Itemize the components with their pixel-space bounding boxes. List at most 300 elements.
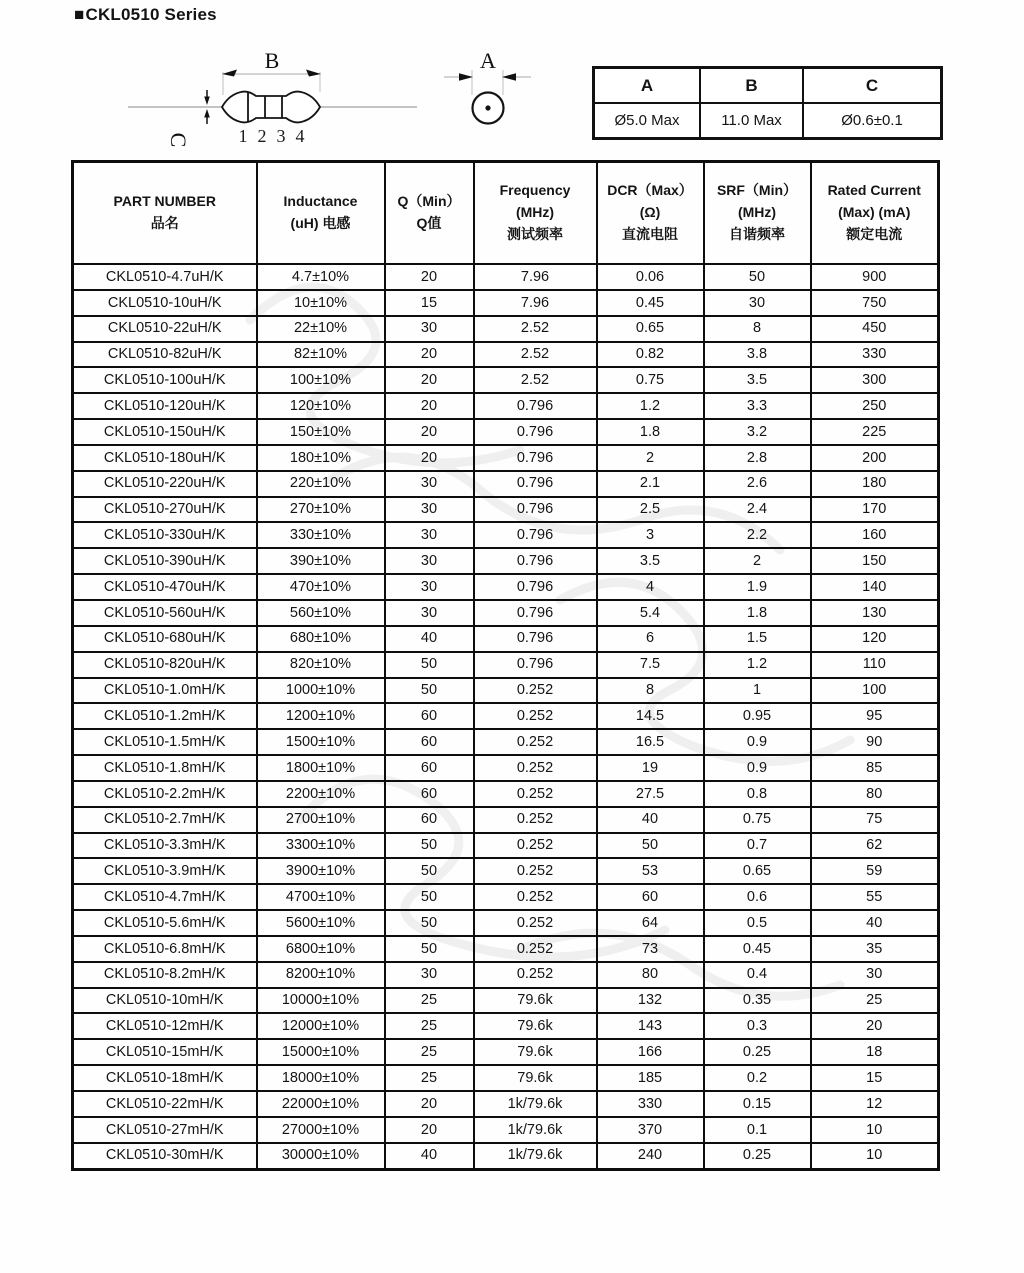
table-cell: 0.2 (704, 1065, 811, 1091)
table-cell: CKL0510-1.5mH/K (73, 729, 257, 755)
table-cell: 0.82 (597, 342, 704, 368)
table-cell: 7.96 (474, 264, 597, 290)
table-cell: 240 (597, 1143, 704, 1169)
table-cell: 0.796 (474, 574, 597, 600)
spec-column-header-line: 自谐频率 (729, 225, 785, 242)
table-row (73, 316, 939, 342)
table-cell: 0.252 (474, 729, 597, 755)
dim-header-b: B (700, 68, 803, 104)
table-cell: 200 (811, 445, 939, 471)
table-row (73, 652, 939, 678)
table-cell: CKL0510-560uH/K (73, 600, 257, 626)
table-cell: 60 (385, 755, 474, 781)
table-cell: 0.796 (474, 548, 597, 574)
table-cell: 0.75 (704, 807, 811, 833)
table-cell: 0.15 (704, 1091, 811, 1117)
table-cell: 0.7 (704, 833, 811, 859)
table-cell: 3300±10% (257, 833, 385, 859)
table-cell: 95 (811, 703, 939, 729)
table-row (73, 729, 939, 755)
table-cell: CKL0510-470uH/K (73, 574, 257, 600)
spec-column-header-line: (Max) (mA) (838, 204, 911, 221)
table-cell: 0.35 (704, 988, 811, 1014)
table-cell: 40 (385, 1143, 474, 1169)
table-cell: 140 (811, 574, 939, 600)
c-arrow-top (204, 97, 210, 106)
table-cell: 16.5 (597, 729, 704, 755)
spec-table (71, 160, 940, 1171)
table-cell: CKL0510-820uH/K (73, 652, 257, 678)
table-cell: 82±10% (257, 342, 385, 368)
table-cell: 30 (385, 548, 474, 574)
table-cell: 0.252 (474, 910, 597, 936)
dim-value-c: Ø0.6±0.1 (803, 103, 942, 139)
table-cell: 2.1 (597, 471, 704, 497)
table-cell: 18 (811, 1039, 939, 1065)
table-row (73, 471, 939, 497)
table-cell: 2.52 (474, 367, 597, 393)
table-cell: 4700±10% (257, 884, 385, 910)
table-cell: 3.3 (704, 393, 811, 419)
spec-column-header-line: Q值 (416, 215, 442, 231)
table-cell: 90 (811, 729, 939, 755)
table-row (73, 1013, 939, 1039)
table-cell: 8 (597, 678, 704, 704)
table-cell: 0.6 (704, 884, 811, 910)
table-cell: 1.2 (704, 652, 811, 678)
table-cell: 390±10% (257, 548, 385, 574)
table-cell: 20 (385, 342, 474, 368)
table-cell: 2.4 (704, 497, 811, 523)
table-cell: CKL0510-4.7uH/K (73, 264, 257, 290)
table-cell: 64 (597, 910, 704, 936)
table-cell: 15 (811, 1065, 939, 1091)
table-row (73, 678, 939, 704)
table-cell: 40 (597, 807, 704, 833)
table-cell: 20 (811, 1013, 939, 1039)
table-row (73, 497, 939, 523)
table-cell: 75 (811, 807, 939, 833)
table-cell: 3.5 (597, 548, 704, 574)
table-cell: 120 (811, 626, 939, 652)
spec-column-header-line: 品名 (150, 215, 179, 231)
table-cell: 270±10% (257, 497, 385, 523)
table-cell: 330 (597, 1091, 704, 1117)
table-cell: 4.7±10% (257, 264, 385, 290)
spec-column-header-line: DCR（Max） (607, 182, 693, 199)
table-cell: 15 (385, 290, 474, 316)
table-cell: 73 (597, 936, 704, 962)
table-cell: 79.6k (474, 988, 597, 1014)
table-cell: 3900±10% (257, 858, 385, 884)
table-cell: 0.252 (474, 678, 597, 704)
table-cell: 20 (385, 1091, 474, 1117)
table-cell: CKL0510-100uH/K (73, 367, 257, 393)
table-cell: CKL0510-5.6mH/K (73, 910, 257, 936)
table-cell: 900 (811, 264, 939, 290)
dim-value-b: 11.0 Max (700, 103, 803, 139)
table-cell: 30 (811, 962, 939, 988)
table-cell: 1200±10% (257, 703, 385, 729)
b-arrow-left (222, 70, 237, 77)
table-cell: CKL0510-8.2mH/K (73, 962, 257, 988)
table-cell: 1k/79.6k (474, 1091, 597, 1117)
table-cell: 220±10% (257, 471, 385, 497)
table-cell: 22±10% (257, 316, 385, 342)
table-cell: 370 (597, 1117, 704, 1143)
spec-column-header-line: 额定电流 (846, 225, 903, 242)
table-cell: 150 (811, 548, 939, 574)
table-cell: 1.5 (704, 626, 811, 652)
table-cell: 0.95 (704, 703, 811, 729)
table-row (73, 393, 939, 419)
table-cell: CKL0510-120uH/K (73, 393, 257, 419)
table-cell: 0.796 (474, 522, 597, 548)
table-cell: CKL0510-3.9mH/K (73, 858, 257, 884)
inductor-body (222, 92, 320, 123)
table-cell: 0.252 (474, 858, 597, 884)
table-row (73, 1117, 939, 1143)
table-cell: 0.45 (597, 290, 704, 316)
spec-column-header-line: (uH) 电感 (290, 215, 351, 231)
table-row (73, 600, 939, 626)
table-row (73, 858, 939, 884)
table-cell: CKL0510-3.3mH/K (73, 833, 257, 859)
table-cell: 50 (704, 264, 811, 290)
spec-column-header-line: 测试频率 (507, 225, 563, 242)
table-cell: 50 (385, 910, 474, 936)
table-cell: 680±10% (257, 626, 385, 652)
table-cell: 0.4 (704, 962, 811, 988)
table-cell: 0.252 (474, 936, 597, 962)
table-cell: 1k/79.6k (474, 1143, 597, 1169)
table-cell: 25 (385, 1039, 474, 1065)
table-cell: 0.45 (704, 936, 811, 962)
table-cell: 2.2 (704, 522, 811, 548)
table-cell: 300 (811, 367, 939, 393)
table-cell: 2.52 (474, 316, 597, 342)
table-cell: CKL0510-270uH/K (73, 497, 257, 523)
table-row (73, 1143, 939, 1169)
table-cell: 0.75 (597, 367, 704, 393)
table-cell: 0.252 (474, 781, 597, 807)
table-cell: 25 (385, 988, 474, 1014)
table-cell: 470±10% (257, 574, 385, 600)
table-cell: 10000±10% (257, 988, 385, 1014)
spec-column-header (474, 162, 597, 265)
end-view-center-dot (485, 105, 490, 110)
table-cell: 2 (597, 445, 704, 471)
a-arrow-left (459, 73, 473, 81)
table-row (73, 1065, 939, 1091)
table-cell: CKL0510-150uH/K (73, 419, 257, 445)
table-cell: 0.796 (474, 626, 597, 652)
table-row (73, 988, 939, 1014)
table-cell: CKL0510-1.2mH/K (73, 703, 257, 729)
table-cell: 0.796 (474, 497, 597, 523)
spec-column-header-line: Q（Min） (397, 193, 461, 210)
table-cell: 0.25 (704, 1039, 811, 1065)
table-cell: 132 (597, 988, 704, 1014)
table-cell: 20 (385, 1117, 474, 1143)
spec-column-header-line: 直流电阻 (622, 225, 678, 242)
table-cell: 60 (385, 703, 474, 729)
table-cell: 19 (597, 755, 704, 781)
table-cell: 30 (385, 962, 474, 988)
table-cell: 0.796 (474, 652, 597, 678)
table-cell: 0.796 (474, 419, 597, 445)
table-row (73, 962, 939, 988)
table-cell: 20 (385, 264, 474, 290)
table-cell: 14.5 (597, 703, 704, 729)
table-cell: 40 (385, 626, 474, 652)
table-cell: CKL0510-220uH/K (73, 471, 257, 497)
table-row (73, 264, 939, 290)
table-cell: 60 (385, 807, 474, 833)
table-cell: 12000±10% (257, 1013, 385, 1039)
table-cell: 7.5 (597, 652, 704, 678)
table-row (73, 833, 939, 859)
table-cell: 3.8 (704, 342, 811, 368)
table-cell: 5.4 (597, 600, 704, 626)
table-cell: CKL0510-15mH/K (73, 1039, 257, 1065)
table-cell: 1.9 (704, 574, 811, 600)
spec-header-row (73, 162, 939, 265)
table-cell: 50 (385, 833, 474, 859)
page-title (74, 5, 217, 25)
table-cell: CKL0510-390uH/K (73, 548, 257, 574)
table-cell: CKL0510-10uH/K (73, 290, 257, 316)
c-arrow-bottom (204, 109, 210, 118)
table-cell: 1000±10% (257, 678, 385, 704)
table-row (73, 936, 939, 962)
table-cell: 30 (385, 497, 474, 523)
table-cell: 22000±10% (257, 1091, 385, 1117)
table-cell: 10 (811, 1143, 939, 1169)
table-cell: 2.8 (704, 445, 811, 471)
table-cell: CKL0510-18mH/K (73, 1065, 257, 1091)
dimension-table (592, 66, 943, 140)
table-cell: 1.8 (704, 600, 811, 626)
table-cell: 0.8 (704, 781, 811, 807)
table-cell: 2700±10% (257, 807, 385, 833)
table-row (73, 807, 939, 833)
table-cell: 20 (385, 419, 474, 445)
table-cell: 30 (704, 290, 811, 316)
table-row (73, 884, 939, 910)
table-cell: CKL0510-82uH/K (73, 342, 257, 368)
table-cell: 170 (811, 497, 939, 523)
dimension-table-header-row (594, 68, 942, 104)
table-cell: 60 (385, 729, 474, 755)
table-cell: 2.52 (474, 342, 597, 368)
table-cell: 30 (385, 471, 474, 497)
table-cell: 0.3 (704, 1013, 811, 1039)
table-cell: 250 (811, 393, 939, 419)
title-bullet-square: ■ (74, 5, 85, 24)
spec-column-header-line: (MHz) (737, 204, 777, 221)
table-cell: CKL0510-180uH/K (73, 445, 257, 471)
table-cell: 27000±10% (257, 1117, 385, 1143)
spec-column-header-line: PART NUMBER (113, 193, 216, 210)
table-cell: 50 (385, 858, 474, 884)
table-cell: 2.6 (704, 471, 811, 497)
table-row (73, 755, 939, 781)
table-row (73, 522, 939, 548)
table-cell: 80 (597, 962, 704, 988)
pin-label-3: 3 (276, 126, 286, 146)
table-row (73, 1091, 939, 1117)
table-cell: 12 (811, 1091, 939, 1117)
pin-label-1: 1 (238, 126, 248, 146)
table-cell: 60 (385, 781, 474, 807)
table-cell: 0.9 (704, 729, 811, 755)
table-cell: 50 (385, 678, 474, 704)
spec-column-header (704, 162, 811, 265)
table-cell: 20 (385, 445, 474, 471)
table-cell: 330±10% (257, 522, 385, 548)
table-cell: 15000±10% (257, 1039, 385, 1065)
table-cell: 166 (597, 1039, 704, 1065)
table-cell: 450 (811, 316, 939, 342)
table-cell: 750 (811, 290, 939, 316)
table-cell: 80 (811, 781, 939, 807)
table-cell: CKL0510-22mH/K (73, 1091, 257, 1117)
table-cell: 3 (597, 522, 704, 548)
table-cell: 0.796 (474, 471, 597, 497)
table-cell: 1800±10% (257, 755, 385, 781)
dim-header-c: C (803, 68, 942, 104)
table-cell: 53 (597, 858, 704, 884)
table-cell: 0.796 (474, 445, 597, 471)
table-cell: 0.252 (474, 962, 597, 988)
table-cell: 3.2 (704, 419, 811, 445)
table-cell: CKL0510-10mH/K (73, 988, 257, 1014)
dim-label-c: C (166, 132, 191, 148)
dim-value-a: Ø5.0 Max (594, 103, 701, 139)
table-cell: 30000±10% (257, 1143, 385, 1169)
table-cell: 143 (597, 1013, 704, 1039)
table-cell: 4 (597, 574, 704, 600)
table-cell: 0.252 (474, 884, 597, 910)
table-cell: 10 (811, 1117, 939, 1143)
table-cell: 8 (704, 316, 811, 342)
table-cell: CKL0510-4.7mH/K (73, 884, 257, 910)
table-cell: CKL0510-22uH/K (73, 316, 257, 342)
spec-column-header (73, 162, 257, 265)
table-cell: 0.796 (474, 393, 597, 419)
table-cell: 20 (385, 367, 474, 393)
table-cell: CKL0510-330uH/K (73, 522, 257, 548)
spec-column-header-line: Frequency (499, 182, 571, 199)
table-cell: 225 (811, 419, 939, 445)
table-cell: 180±10% (257, 445, 385, 471)
table-cell: 79.6k (474, 1039, 597, 1065)
table-row (73, 703, 939, 729)
table-cell: 60 (597, 884, 704, 910)
table-cell: 62 (811, 833, 939, 859)
spec-column-header-line: SRF（Min） (716, 182, 798, 199)
table-cell: 0.65 (597, 316, 704, 342)
table-cell: 185 (597, 1065, 704, 1091)
table-cell: 160 (811, 522, 939, 548)
table-cell: CKL0510-2.7mH/K (73, 807, 257, 833)
table-cell: 3.5 (704, 367, 811, 393)
table-cell: 2.5 (597, 497, 704, 523)
table-cell: 6 (597, 626, 704, 652)
spec-column-header (257, 162, 385, 265)
table-cell: CKL0510-1.0mH/K (73, 678, 257, 704)
table-cell: 30 (385, 522, 474, 548)
table-cell: 0.06 (597, 264, 704, 290)
table-cell: 560±10% (257, 600, 385, 626)
spec-column-header (385, 162, 474, 265)
table-cell: 30 (385, 316, 474, 342)
table-cell: 27.5 (597, 781, 704, 807)
table-cell: 1.2 (597, 393, 704, 419)
table-row (73, 548, 939, 574)
spec-column-header (811, 162, 939, 265)
spec-table-body (73, 264, 939, 1169)
table-cell: 30 (385, 574, 474, 600)
table-cell: 120±10% (257, 393, 385, 419)
pin-label-4: 4 (295, 126, 305, 146)
spec-column-header-line: Inductance (283, 193, 358, 210)
table-cell: 18000±10% (257, 1065, 385, 1091)
table-cell: 6800±10% (257, 936, 385, 962)
table-cell: CKL0510-1.8mH/K (73, 755, 257, 781)
dim-header-a: A (594, 68, 701, 104)
table-row (73, 781, 939, 807)
table-cell: 0.1 (704, 1117, 811, 1143)
table-cell: CKL0510-680uH/K (73, 626, 257, 652)
table-cell: 50 (597, 833, 704, 859)
table-cell: 1.8 (597, 419, 704, 445)
table-row (73, 574, 939, 600)
table-cell: 0.796 (474, 600, 597, 626)
spec-column-header-line: (MHz) (515, 204, 555, 221)
table-cell: 50 (385, 936, 474, 962)
table-cell: CKL0510-12mH/K (73, 1013, 257, 1039)
table-row (73, 1039, 939, 1065)
table-cell: 110 (811, 652, 939, 678)
table-cell: 2 (704, 548, 811, 574)
table-cell: CKL0510-30mH/K (73, 1143, 257, 1169)
table-cell: 0.252 (474, 703, 597, 729)
table-cell: 50 (385, 652, 474, 678)
table-cell: 0.65 (704, 858, 811, 884)
table-row (73, 290, 939, 316)
pin-label-2: 2 (257, 126, 267, 146)
table-cell: 100±10% (257, 367, 385, 393)
page-title-text: CKL0510 Series (85, 5, 217, 24)
component-drawing (70, 38, 590, 160)
table-cell: 50 (385, 884, 474, 910)
spec-column-header-line: (Ω) (639, 204, 661, 221)
table-cell: 180 (811, 471, 939, 497)
table-cell: 30 (385, 600, 474, 626)
b-arrow-right (306, 70, 321, 77)
table-cell: 330 (811, 342, 939, 368)
table-cell: 0.5 (704, 910, 811, 936)
table-cell: 8200±10% (257, 962, 385, 988)
table-row (73, 626, 939, 652)
spec-column-header (597, 162, 704, 265)
table-cell: 85 (811, 755, 939, 781)
table-cell: 79.6k (474, 1013, 597, 1039)
table-cell: 20 (385, 393, 474, 419)
table-cell: 820±10% (257, 652, 385, 678)
